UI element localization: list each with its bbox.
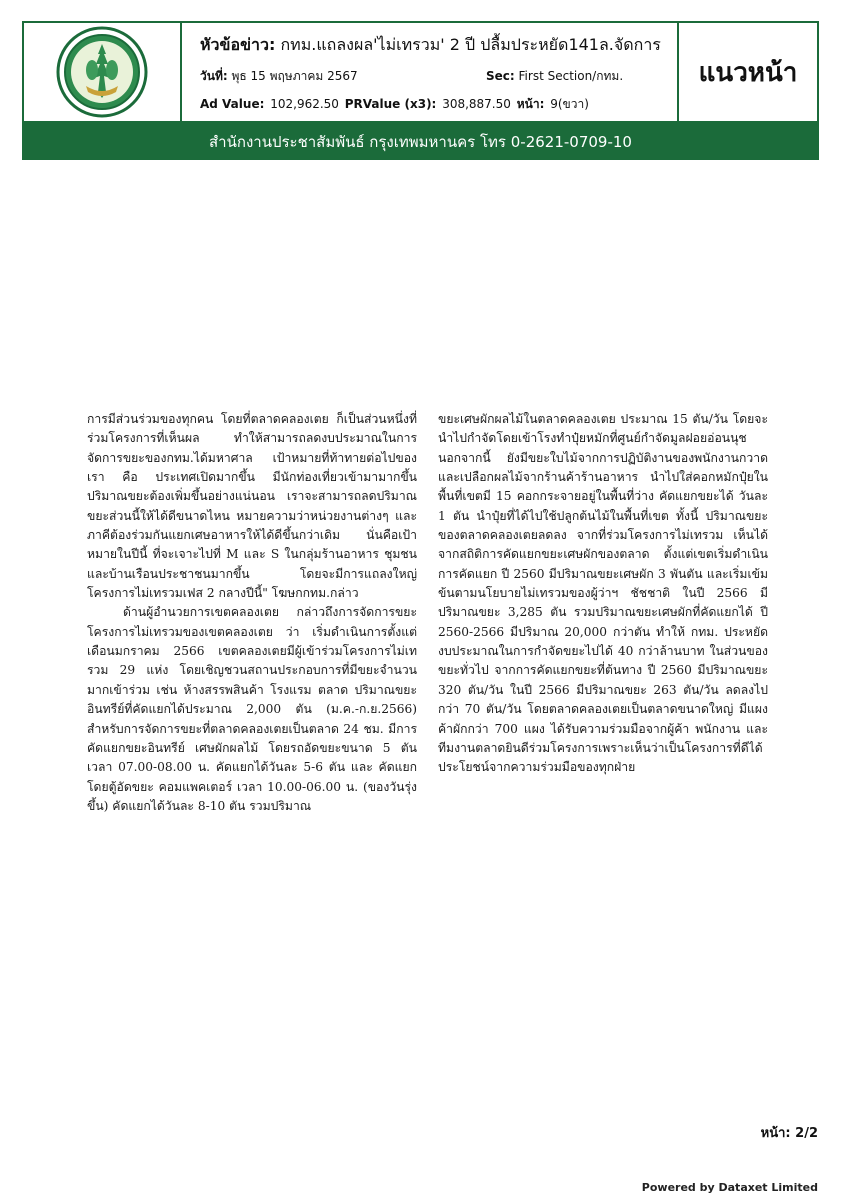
headline-label: หัวข้อข่าว: <box>200 35 276 54</box>
date-value: พุธ 15 พฤษภาคม 2567 <box>231 69 358 83</box>
pr-value-label: PRValue (x3): <box>344 97 437 111</box>
ad-value: 102,962.50 <box>270 97 339 111</box>
powered-by: Powered by Dataxet Limited <box>641 1181 818 1194</box>
page-label: หน้า: <box>516 97 545 111</box>
headline-text: กทม.แถลงผล'ไม่เทรวม' 2 ปี ปลื้มประหยัด141ล.จัดการ <box>280 35 661 54</box>
bangkok-seal-icon <box>56 26 148 118</box>
section-value: First Section/กทม. <box>518 69 624 83</box>
paragraph: การมีส่วนร่วมของทุกคน โดยที่ตลาดคลองเตย ก็เป็นส่วนหนึ่งที่ร่วมโครงการที่เห็นผล ทำให้สามารถลดงบประมาณในการจัดการขยะของกทม.ได้มหาศาล เป้าหมายที่ท้าทายต่อไปของเรา คือ ประเทศเปิดมากขึ้น มีนักท่องเที่ยวเข้ามามากขึ้น ปริมาณขยะต้องเพิ่มขึ้นอย่างแน่นอน เราจะสามารถลดปริมาณขยะส่วนนี้ให้ได้ดีขนาดไหน หมายความว่าหน่วยงานต่างๆ และภาคีต้องร่วมกันแยกเศษอาหารให้ได้ดีขึ้นกว่าเดิม นั่นคือเป้าหมายในปีนี้ ที่จะเจาะไปที่ M และ S ในกลุ่มร้านอาหาร ชุมชนและบ้านเรือนประชาชนมากขึ้น โดยจะมีการแถลงใหญ่โครงการไม่เทรวมเฟส 2 กลางปีนี้" โฆษกกทม.กล่าว <box>87 412 417 601</box>
section-row <box>486 67 623 86</box>
page-number-value: 2/2 <box>795 1126 818 1141</box>
page-number <box>761 1122 818 1143</box>
pr-value: 308,887.50 <box>442 97 511 111</box>
page-number-label: หน้า: <box>760 1126 791 1141</box>
date-row <box>200 67 358 86</box>
article-column-left <box>87 410 417 816</box>
page-value: 9(ขวา) <box>550 97 589 111</box>
paragraph: ด้านผู้อำนวยการเขตคลองเตย กล่าวถึงการจัดการขยะโครงการไม่เทรวมของเขตคลองเตย ว่า เริ่มดำเนินการตั้งแต่เดือนมกราคม 2566 เขตคลองเตยมีผู้เข้าร่วมโครงการไม่เทรวม 29 แห่ง โดยเชิญชวนสถานประกอบการที่มีขยะจำนวนมากเข้าร่วม เช่น ห้างสรรพสินค้า โรงแรม ตลาด ปริมาณขยะอินทรีย์ที่คัดแยกได้ประมาณ 2,000 ตัน (ม.ค.-ก.ย.2566) สำหรับการจัดการขยะที่ตลาดคลองเตยเป็นตลาด 24 ชม. มีการคัดแยกขยะอินทรีย์ เศษผักผลไม้ โดยรถอัดขยะขนาด 5 ตัน เวลา 07.00-08.00 น. คัดแยกได้วันละ 5-6 ตัน และ คัดแยกโดยตู้อัดขยะ คอมแพคเตอร์ เวลา 10.00-06.00 น. (ของวันรุ่งขึ้น) คัดแยกได้วันละ 8-10 ตัน รวมปริมาณ <box>87 605 417 813</box>
article-column-right <box>438 410 768 778</box>
newspaper-cell <box>677 23 817 121</box>
date-label: วันที่: <box>200 69 228 83</box>
newspaper-name: แนวหน้า <box>698 57 798 88</box>
section-label: Sec: <box>486 69 515 83</box>
paragraph: ขยะเศษผักผลไม้ในตลาดคลองเตย ประมาณ 15 ตัน/วัน โดยจะนำไปกำจัดโดยเข้าโรงทำปุ๋ยหมักที่ศูนย์กำจัดมูลฝอยอ่อนนุช นอกจากนี้ ยังมีขยะใบไม้จากการปฏิบัติงานของพนักงานกวาด และเปลือกผลไม้จากร้านค้าร้านอาหาร นำไปใส่คอกหมักปุ๋ยในพื้นที่เขตมี 15 คอกกระจายอยู่ในพื้นที่ว่าง คัดแยกขยะได้ วันละ 1 ตัน นำปุ๋ยที่ได้ไปใช้ปลูกต้นไม้ในพื้นที่เขต ทั้งนี้ ปริมาณขยะของตลาดคลองเตยลดลง จากที่ร่วมโครงการไม่เทรวม เห็นได้จากสถิติการคัดแยกขยะเศษผักของตลาด ตั้งแต่เขตเริ่มดำเนินการคัดแยก ปี 2560 มีปริมาณขยะเศษผัก 3 พันตัน และเริ่มเข้มข้นตามนโยบายไม่เทรวมของผู้ว่าฯ ชัชชาติ ในปี 2566 มีปริมาณขยะ 3,285 ตัน รวมปริมาณขยะเศษผักที่คัดแยกได้ ปี 2560-2566 มีปริมาณ 20,000 กว่าตัน ทำให้ กทม. ประหยัดงบประมาณในการกำจัดขยะไปได้ 40 กว่าล้านบาท ในส่วนของขยะทั่วไป จากการคัดแยกขยะที่ต้นทาง ปี 2560 มีปริมาณขยะ 320 ตัน/วัน ในปี 2566 มีปริมาณขยะ 263 ตัน/วัน ลดลงไปกว่า 70 ตัน/วัน โดยตลาดคลองเตยเป็นตลาดขนาดใหญ่ มีแผงค้าผักกว่า 700 แผง ได้รับความร่วมมือจากผู้ค้า พนักงาน และทีมงานตลาดยินดีร่วมโครงการเพราะเห็นว่าเป็นโครงการที่ดีได้ประโยชน์จากความร่วมมือของทุกฝ่าย <box>438 412 768 775</box>
ad-value-label: Ad Value: <box>200 97 265 111</box>
clipping-header <box>22 21 819 123</box>
headline <box>200 33 700 58</box>
value-row <box>200 95 591 114</box>
office-bar: สำนักงานประชาสัมพันธ์ กรุงเทพมหานคร โทร 0-2621-0709-10 <box>22 123 819 160</box>
clipping-info <box>190 23 680 121</box>
logo-cell <box>24 23 182 121</box>
